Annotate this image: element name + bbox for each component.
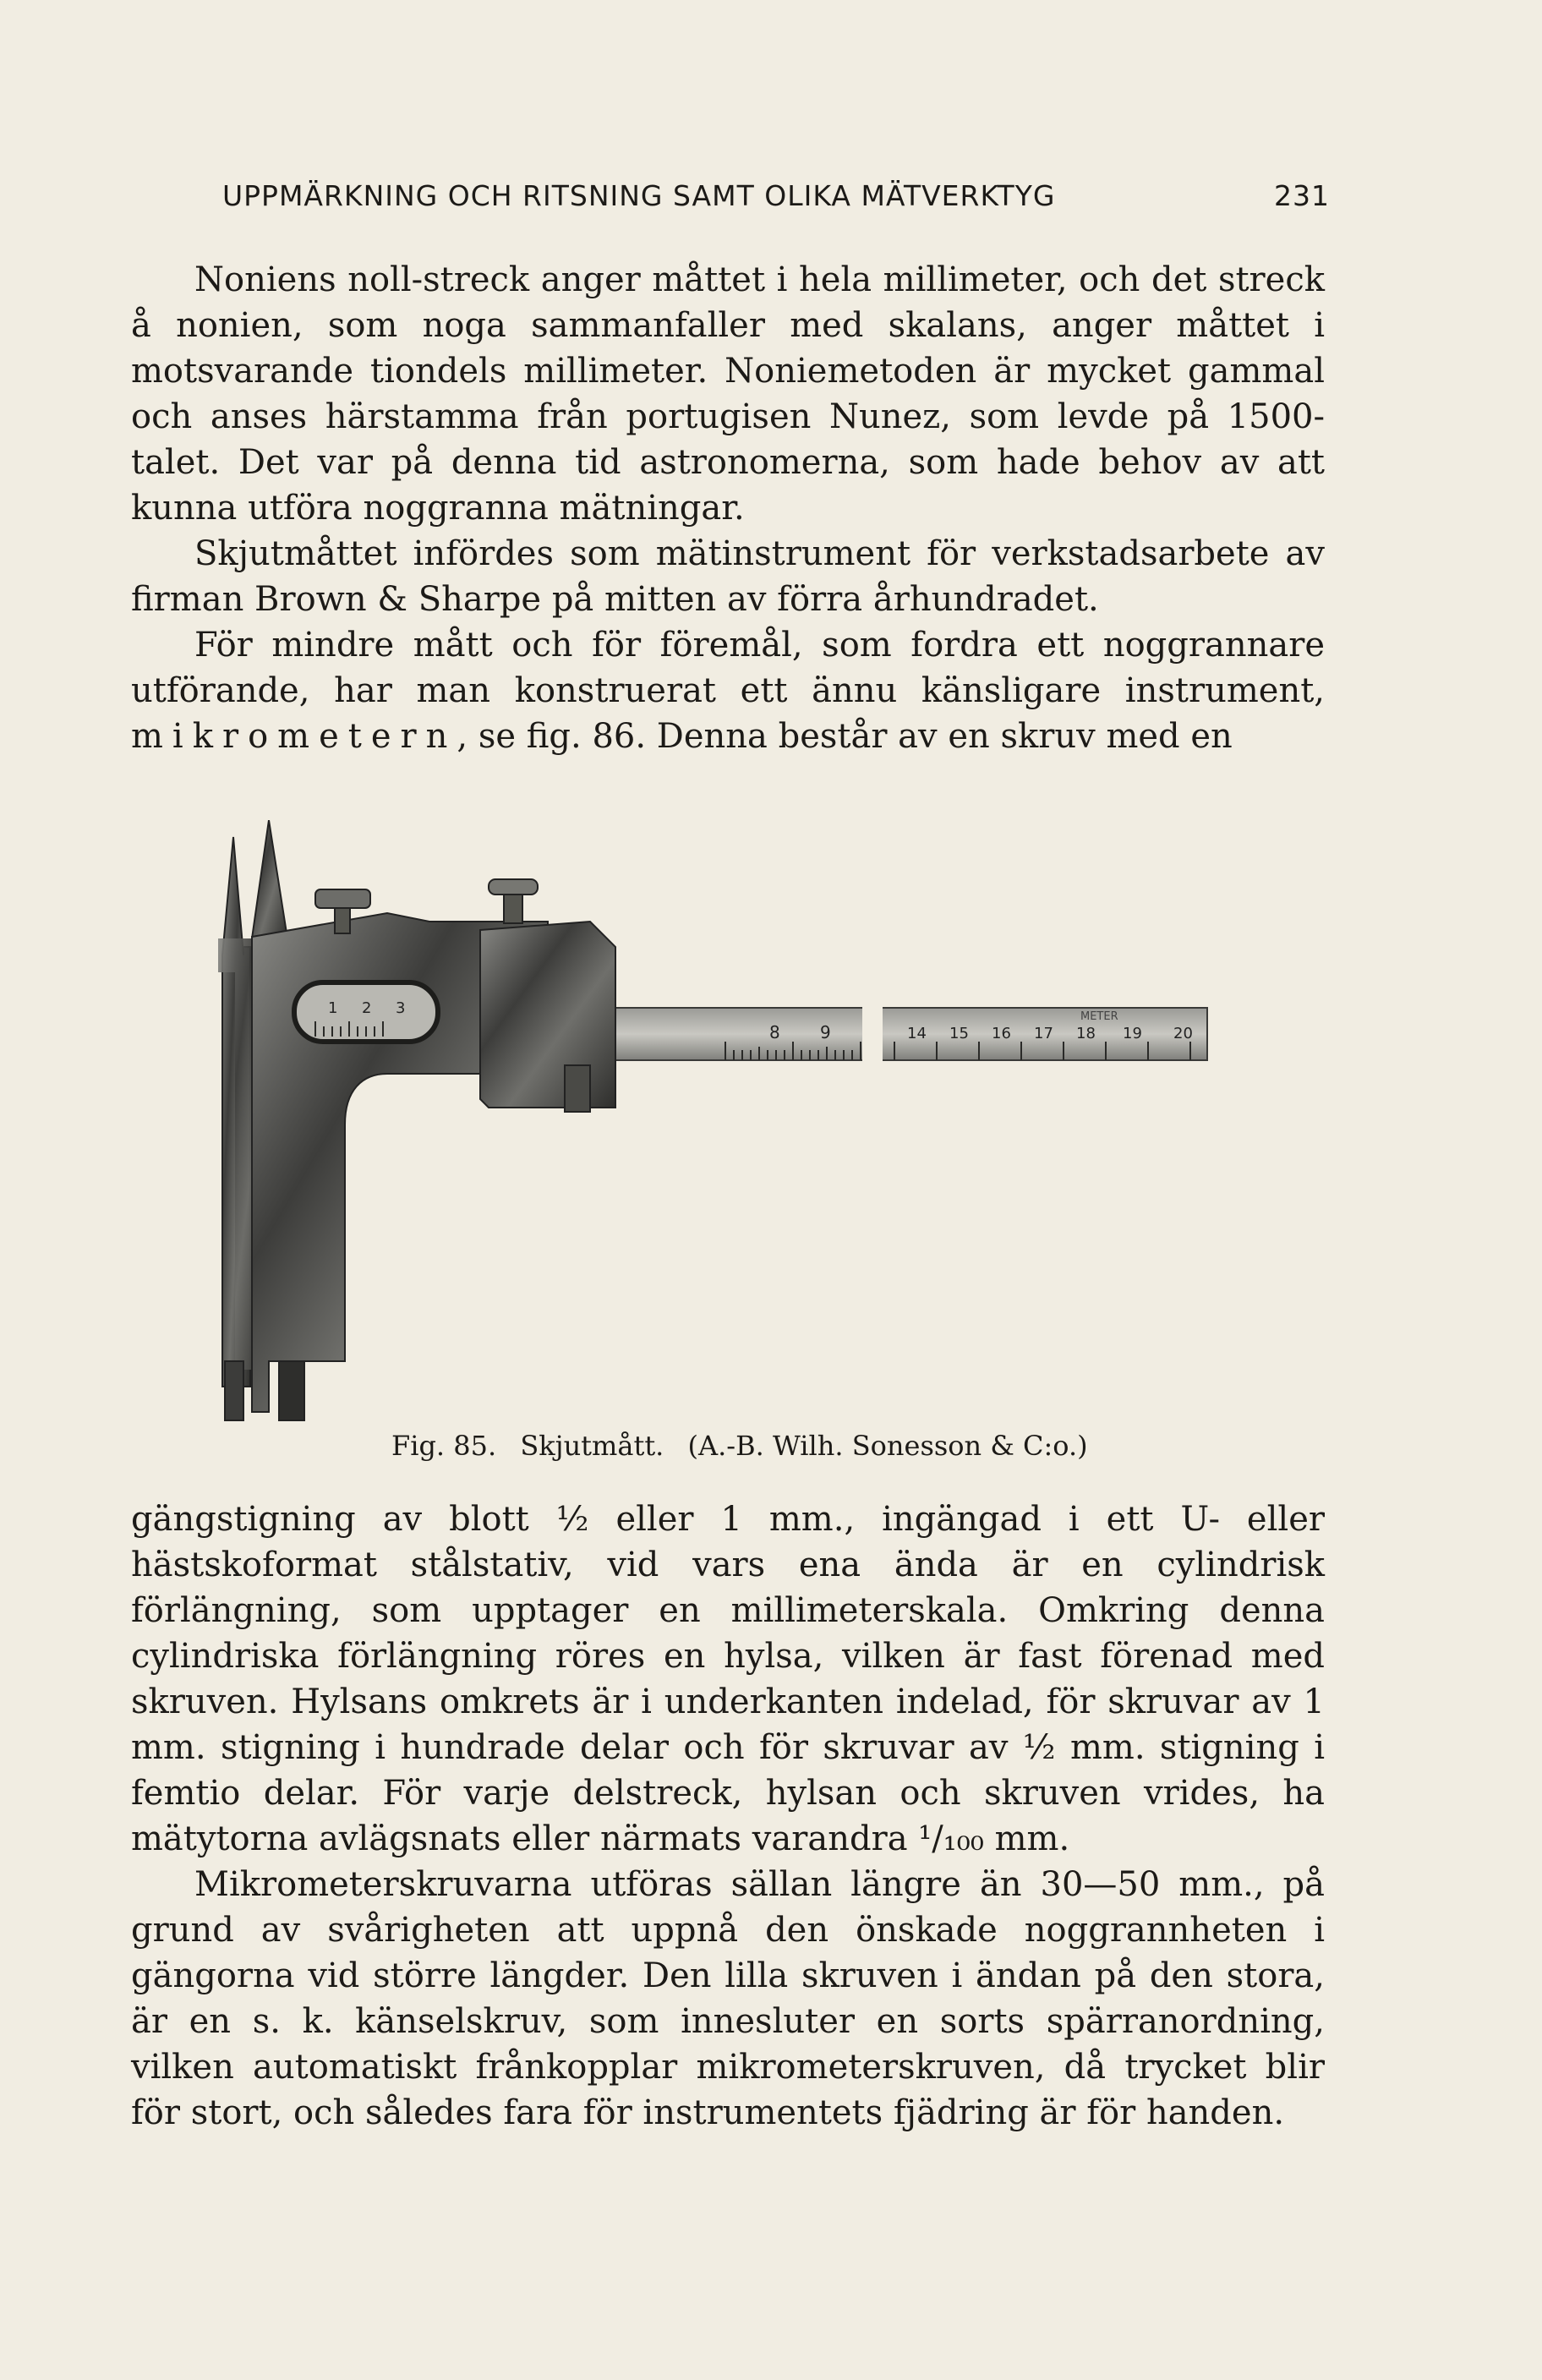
scale-break xyxy=(862,1004,883,1064)
scale-label: 9 xyxy=(820,1022,831,1042)
fine-adjust-nut-stem xyxy=(504,895,522,923)
half-fraction: ½ xyxy=(1022,1728,1056,1767)
vernier-label: 2 xyxy=(362,999,372,1017)
scale-label: 17 xyxy=(1034,1025,1053,1042)
vernier-label: 1 xyxy=(328,999,338,1017)
paragraph xyxy=(131,1496,1325,1862)
paragraph: Noniens noll-streck anger måttet i hela millimeter, och det streck å nonien, som noga sammanfaller med skalans, anger måttet i motsvarande tiondels millimeter. Noniemetoden är mycket gammal och anses härstamma från portugisen Nunez, som levde på 1500-talet. Det var på denna tid astronomerna, som hade behov av att kunna utföra noggranna mätningar. xyxy=(131,260,1325,528)
caption-title: Skjutmått. xyxy=(520,1430,664,1462)
hundredth-fraction: ¹/₁₀₀ xyxy=(918,1819,984,1858)
clamp-screw-head xyxy=(315,889,370,908)
scale-unit-label: METER xyxy=(1080,1010,1118,1023)
running-header xyxy=(222,179,1330,212)
header-title: UPPMÄRKNING OCH RITSNING SAMT OLIKA MÄTVERKTYG xyxy=(222,179,1056,212)
scale-label: 20 xyxy=(1173,1025,1193,1042)
caption-label: Fig. 85. xyxy=(391,1430,497,1462)
caliper-illustration xyxy=(218,820,1224,1429)
jaw-tip-right xyxy=(279,1361,304,1420)
caption-credit: (A.-B. Wilh. Sonesson & C:o.) xyxy=(687,1430,1088,1462)
scale-label: 8 xyxy=(769,1022,780,1042)
paragraph-text: eller 1 mm., ingängad i ett U- eller hästskoformat stålstativ, vid vars ena ända är en cylindrisk förlängning, som upptager en millimeterskala. Omkring denna cylindriska förlängning röres en hylsa, vilken är fast förenad med skruven. Hylsans omkrets är i underkanten indelad, för skruvar av 1 mm. stigning i hundrade delar och för skruvar av xyxy=(131,1500,1325,1767)
jaw-tip-left xyxy=(225,1361,243,1420)
vernier-label: 3 xyxy=(396,999,406,1017)
half-fraction: ½ xyxy=(555,1500,589,1539)
text-block-top xyxy=(131,257,1325,759)
page-number: 231 xyxy=(1274,179,1330,212)
fine-adjust-screw xyxy=(565,1065,590,1112)
sliding-jaw-point xyxy=(252,820,287,938)
figure-caption xyxy=(391,1429,1103,1463)
fine-adjust-nut-head xyxy=(489,879,538,895)
scale-label: 14 xyxy=(907,1025,927,1042)
paragraph-text: , se fig. 86. Denna består av en skruv med en xyxy=(457,717,1233,756)
scale-label: 16 xyxy=(992,1025,1011,1042)
scale-label: 18 xyxy=(1076,1025,1096,1042)
fine-adjust-block xyxy=(480,922,615,1108)
scale-label: 15 xyxy=(949,1025,969,1042)
text-block-bottom xyxy=(131,1496,1325,2136)
scale-label: 19 xyxy=(1123,1025,1142,1042)
paragraph: Mikrometerskruvarna utföras sällan längre än 30—50 mm., på grund av svårigheten att uppnå den önskade noggrannheten i gängorna vid större längder. Den lilla skruven i ändan på den stora, är en s. k. känselskruv, som innesluter en sorts spärranordning, vilken automatiskt frånkopplar mikrometerskruven, då trycket blir för stort, och således fara för instrumentets fjädring är för handen. xyxy=(131,1865,1325,2132)
paragraph xyxy=(131,622,1325,759)
paragraph: Skjutmåttet infördes som mätinstrument för verkstadsarbete av firman Brown & Sharpe på mitten av förra århundradet. xyxy=(131,534,1325,619)
spaced-term: mikrometern xyxy=(131,717,457,756)
clamp-screw-stem xyxy=(335,908,350,933)
paragraph-text: För mindre mått och för föremål, som fordra ett noggrannare utförande, har man konstruerat ett ännu känsligare instrument, xyxy=(131,626,1325,710)
paragraph-text: gängstigning av blott xyxy=(131,1500,556,1539)
paragraph-text: mm. stigning i femtio delar. För varje delstreck, hylsan och skruven vrides, ha mätytorna avlägsnats eller närmats varandra xyxy=(131,1728,1326,1858)
paragraph-text: mm. xyxy=(983,1819,1070,1858)
